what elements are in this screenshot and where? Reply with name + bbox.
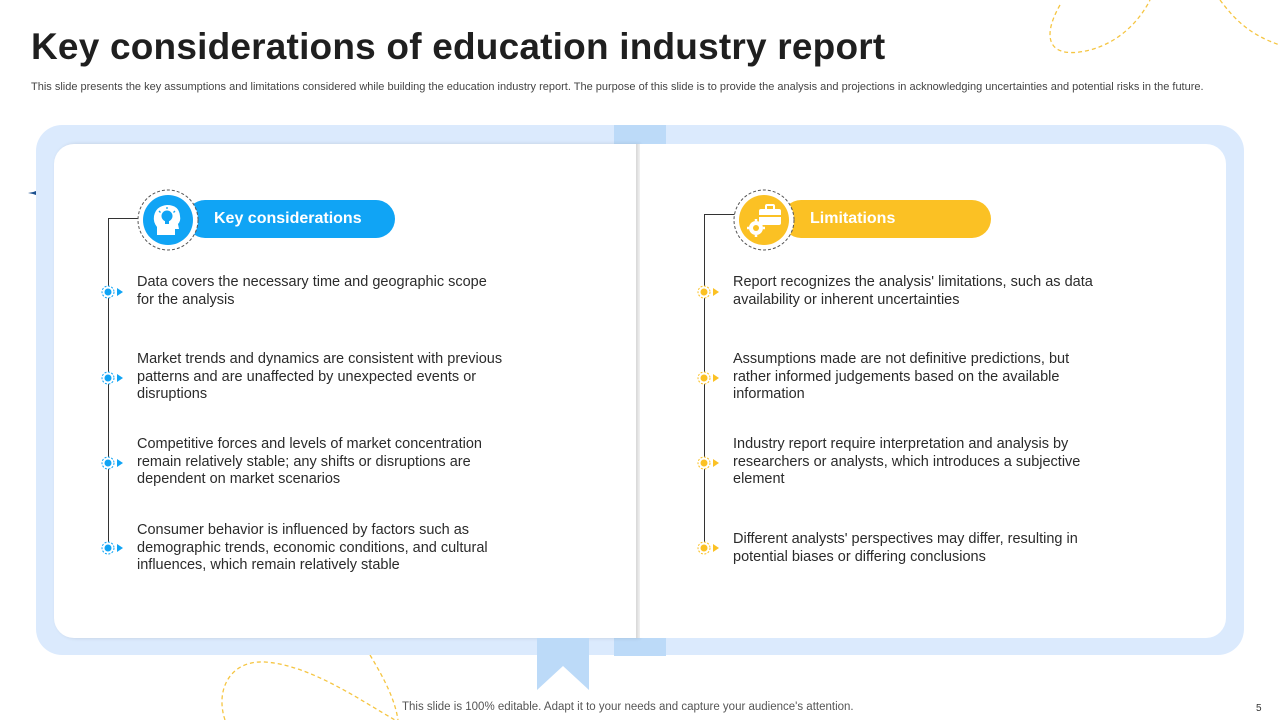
slide-subtitle: This slide presents the key assumptions and limitations considered while building the education industry report. The purpose of this slide is to provide the analysis and projections in acknowledging uncertainties and potential risks in the future.	[31, 81, 1204, 93]
right-bullet-4-icon	[697, 541, 719, 555]
left-item-2: Market trends and dynamics are consistent with previous patterns and are unaffected by unexpected events or disruptions	[137, 351, 503, 402]
briefcase-gear-icon	[733, 189, 795, 251]
left-bullet-2-icon	[101, 371, 123, 385]
right-item-4: Different analysts' perspectives may differ, resulting in potential biases or differing conclusions	[733, 531, 1078, 565]
footer-note: This slide is 100% editable. Adapt it to your needs and capture your audience's attention.	[402, 701, 854, 713]
key-considerations-heading: Key considerations	[214, 210, 362, 227]
left-item-4: Consumer behavior is influenced by factors such as demographic trends, economic conditions, and cultural influences, which remain relatively stable	[137, 522, 488, 573]
lightbulb-head-icon	[137, 189, 199, 251]
bookmark-ribbon	[537, 638, 589, 690]
decorative-curve-bottom-left	[222, 655, 398, 720]
book-fold	[636, 144, 640, 638]
book-spine-bottom	[614, 636, 666, 656]
decorative-curve-top-right	[1050, 0, 1150, 53]
left-item-1: Data covers the necessary time and geographic scope for the analysis	[137, 274, 487, 308]
page-number: 5	[1256, 703, 1262, 714]
right-item-3: Industry report require interpretation and analysis by researchers or analysts, which introduces a subjective element	[733, 436, 1081, 487]
slide-title: Key considerations of education industry report	[31, 26, 886, 67]
right-bullet-1-icon	[697, 285, 719, 299]
right-bullet-3-icon	[697, 456, 719, 470]
key-considerations-header	[186, 200, 395, 238]
left-item-3: Competitive forces and levels of market concentration remain relatively stable; any shifts or disruptions are dependent on market scenarios	[137, 436, 482, 487]
right-bullet-2-icon	[697, 371, 719, 385]
right-item-2: Assumptions made are not definitive predictions, but rather informed judgements based on the available information	[733, 351, 1070, 402]
left-bullet-3-icon	[101, 456, 123, 470]
right-item-1: Report recognizes the analysis' limitations, such as data availability or inherent uncertainties	[733, 274, 1093, 308]
left-timeline-line	[108, 218, 109, 554]
left-bullet-4-icon	[101, 541, 123, 555]
limitations-header	[782, 200, 991, 238]
decorative-curve-top-right-2	[1220, 0, 1280, 45]
limitations-heading: Limitations	[810, 210, 896, 227]
left-bullet-1-icon	[101, 285, 123, 299]
